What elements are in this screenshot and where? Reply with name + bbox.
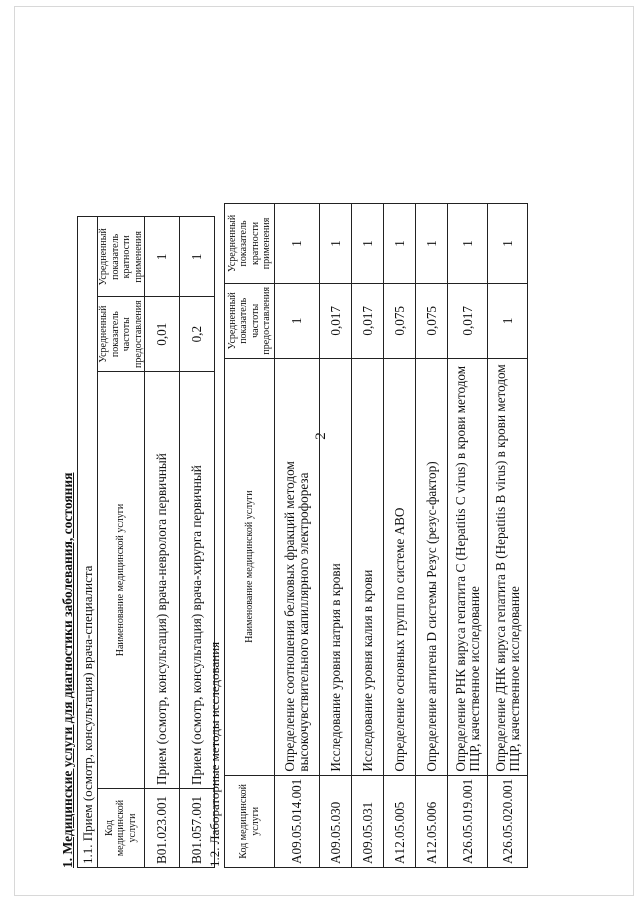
service-name: Определение соотношения белковых фракций методом высокочувствительного капиллярного электрофореза bbox=[275, 358, 320, 775]
rate-value: 1 bbox=[352, 203, 384, 283]
column-header-name: Наименование медицинской услуги bbox=[225, 358, 275, 775]
frequency-value: 0,017 bbox=[448, 283, 488, 358]
section-title-row bbox=[78, 217, 98, 868]
service-code: A09.05.030 bbox=[320, 775, 352, 867]
column-header-rate: Усредненный показатель кратности применения bbox=[225, 203, 275, 283]
service-name: Определение ДНК вируса гепатита В (Hepatitis B virus) в крови методом ПЦР, качественное исследование bbox=[488, 358, 528, 775]
table-header-row bbox=[225, 203, 275, 867]
table-row bbox=[448, 203, 488, 867]
page-heading: 1. Медицинские услуги для диагностики заболевания, состояния bbox=[60, 472, 75, 868]
table-row bbox=[488, 203, 528, 867]
rate-value: 1 bbox=[320, 203, 352, 283]
table-row bbox=[145, 217, 180, 868]
service-code: A12.05.006 bbox=[416, 775, 448, 867]
column-header-code: Код медицинской услуги bbox=[225, 775, 275, 867]
section-consultations bbox=[77, 216, 215, 868]
section-lab-methods bbox=[206, 203, 528, 868]
service-code: A26.05.020.001 bbox=[488, 775, 528, 867]
frequency-value: 0,017 bbox=[320, 283, 352, 358]
frequency-value: 0,075 bbox=[416, 283, 448, 358]
column-header-frequency: Усредненный показатель частоты предоставления bbox=[98, 297, 145, 372]
section-title: 1.1. Прием (осмотр, консультация) врача-специалиста bbox=[78, 217, 98, 868]
service-name: Определение основных групп по системе АВО bbox=[384, 358, 416, 775]
rate-value: 1 bbox=[488, 203, 528, 283]
rate-value: 1 bbox=[180, 217, 215, 297]
table-row bbox=[320, 203, 352, 867]
service-code: A26.05.019.001 bbox=[448, 775, 488, 867]
service-code: A09.05.014.001 bbox=[275, 775, 320, 867]
frequency-value: 1 bbox=[488, 283, 528, 358]
service-name: Определение РНК вируса гепатита С (Hepatitis C virus) в крови методом ПЦР, качественное исследование bbox=[448, 358, 488, 775]
table-row bbox=[352, 203, 384, 867]
rotated-page-content bbox=[60, 108, 565, 868]
service-code: A09.05.031 bbox=[352, 775, 384, 867]
rate-value: 1 bbox=[145, 217, 180, 297]
frequency-value: 0,017 bbox=[352, 283, 384, 358]
service-code: B01.057.001 bbox=[180, 789, 215, 868]
frequency-value: 0,075 bbox=[384, 283, 416, 358]
column-header-frequency: Усредненный показатель частоты предоставления bbox=[225, 283, 275, 358]
table-row bbox=[416, 203, 448, 867]
rate-value: 1 bbox=[448, 203, 488, 283]
frequency-value: 0,2 bbox=[180, 297, 215, 372]
section-title: 1.2. Лабораторные методы исследования bbox=[207, 641, 222, 867]
service-name: Прием (осмотр, консультация) врача-хирурга первичный bbox=[180, 372, 215, 789]
service-name: Определение антигена D системы Резус (резус-фактор) bbox=[416, 358, 448, 775]
column-header-code: Код медицинской услуги bbox=[98, 789, 145, 868]
rate-value: 1 bbox=[416, 203, 448, 283]
consultations-table bbox=[77, 216, 215, 868]
lab-methods-table bbox=[224, 203, 528, 868]
rate-value: 1 bbox=[275, 203, 320, 283]
rate-value: 1 bbox=[384, 203, 416, 283]
service-code: B01.023.001 bbox=[145, 789, 180, 868]
frequency-value: 0,01 bbox=[145, 297, 180, 372]
column-header-rate: Усредненный показатель кратности применения bbox=[98, 217, 145, 297]
service-name: Прием (осмотр, консультация) врача-невролога первичный bbox=[145, 372, 180, 789]
table-row bbox=[384, 203, 416, 867]
service-code: A12.05.005 bbox=[384, 775, 416, 867]
service-name: Исследование уровня натрия в крови bbox=[320, 358, 352, 775]
service-name: Исследование уровня калия в крови bbox=[352, 358, 384, 775]
table-header-row bbox=[98, 217, 145, 868]
page-number: 2 bbox=[313, 432, 329, 440]
frequency-value: 1 bbox=[275, 283, 320, 358]
table-row bbox=[275, 203, 320, 867]
column-header-name: Наименование медицинской услуги bbox=[98, 372, 145, 789]
